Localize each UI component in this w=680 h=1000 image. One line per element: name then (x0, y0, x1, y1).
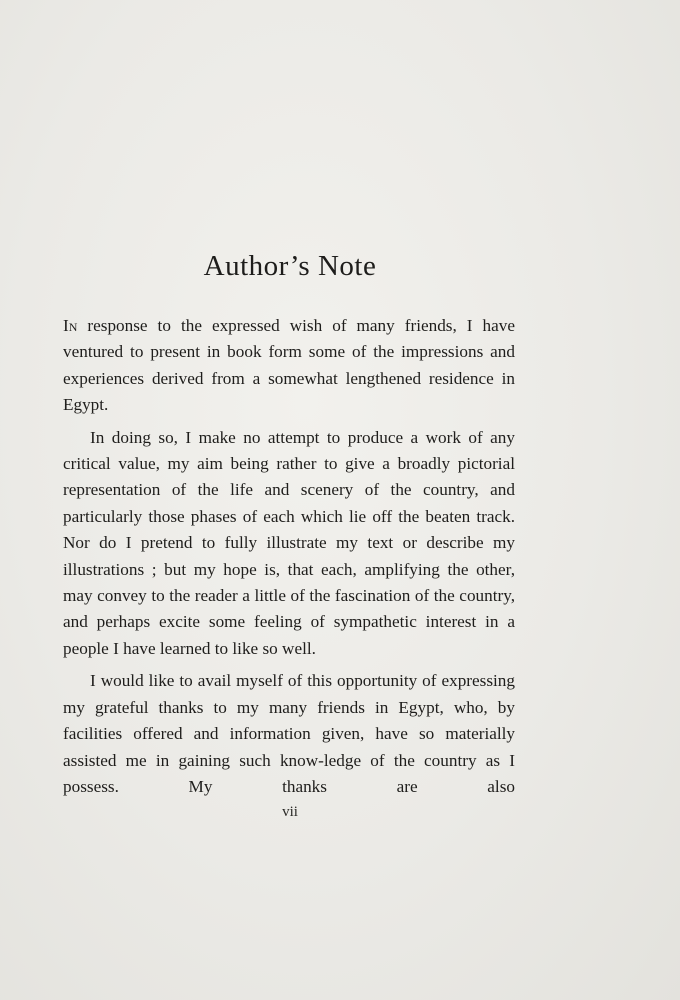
paragraph-3: I would like to avail myself of this opportunity of expressing my grateful thanks to my many friends in Egypt, who, by facilities offered and information given, have so materially assisted me in gaining such know-ledge of the country as I possess. My thanks are also (63, 671, 515, 796)
paragraph-2: In doing so, I make no attempt to produce a work of any critical value, my aim being rather to give a broadly pictorial representation of the life and scenery of the country, and particularly those phases of each which lie off the beaten track. Nor do I pretend to fully illustrate my text or describe my illustrations ; but my hope is, that each, amplifying the other, may convey to the reader a little of the fascination of the country, and perhaps excite some feeling of sympathetic interest in a people I have learned to like so well. (63, 427, 515, 658)
paragraph-1 (63, 313, 515, 419)
page-number: vii (282, 804, 298, 820)
body-text (63, 313, 515, 800)
paragraph-1-text: response to the expressed wish of many friends, I have ventured to present in book form some of the impressions and experiences derived from a somewhat lengthened residence in Egypt. (63, 316, 515, 415)
page-title: Author’s Note (203, 250, 377, 282)
paragraph-1-lead: In (63, 316, 78, 335)
